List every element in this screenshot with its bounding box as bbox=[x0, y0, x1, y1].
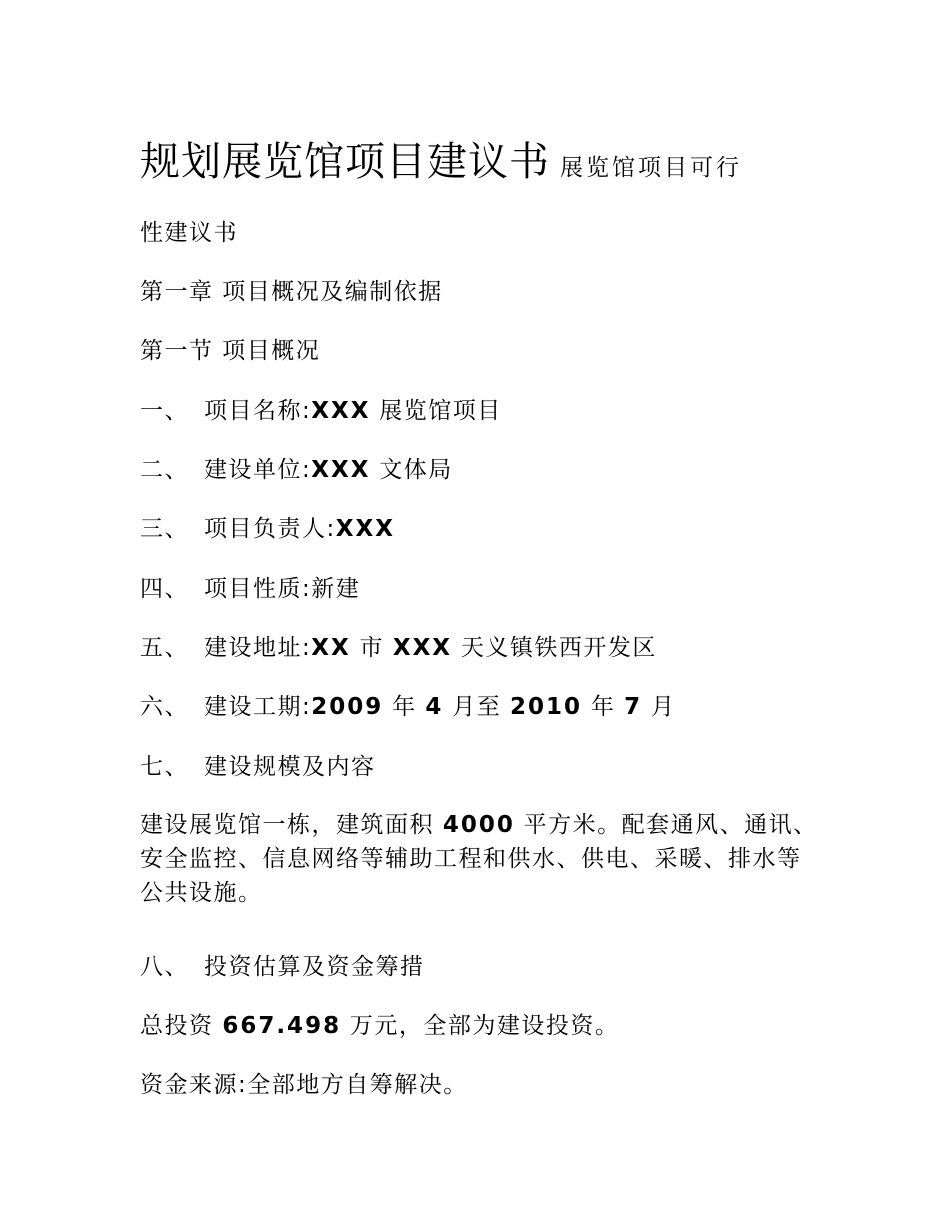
item-period bbox=[140, 692, 676, 722]
item-scale bbox=[140, 752, 376, 782]
item-label: 建设工期: bbox=[204, 694, 312, 720]
paragraph-bold-value: 667.498 bbox=[222, 1013, 342, 1039]
document-title bbox=[140, 130, 742, 187]
scale-paragraph bbox=[140, 808, 820, 910]
item-label: 项目名称: bbox=[204, 398, 312, 424]
item-rest: 新建 bbox=[311, 576, 361, 602]
item-investment bbox=[140, 952, 425, 982]
item-bold-value: XXX bbox=[311, 457, 371, 483]
item-number: 二、 bbox=[140, 457, 189, 483]
item-label: 投资估算及资金筹措 bbox=[204, 954, 425, 980]
item-number: 五、 bbox=[140, 635, 189, 661]
funding-line: 资金来源:全部地方自筹解决。 bbox=[140, 1072, 468, 1098]
item-bold-value: XXX bbox=[335, 516, 395, 542]
item-rest: 文体局 bbox=[379, 457, 453, 483]
item-number: 八、 bbox=[140, 954, 189, 980]
item-rest: 展览馆项目 bbox=[379, 398, 502, 424]
item-text: 年 bbox=[590, 694, 616, 720]
item-bold-value: 2009 bbox=[311, 694, 384, 720]
chapter-heading: 第一章 项目概况及编制依据 bbox=[140, 279, 443, 305]
section-heading: 第一节 项目概况 bbox=[140, 338, 321, 364]
item-number: 七、 bbox=[140, 754, 189, 780]
item-address bbox=[140, 633, 657, 663]
item-number: 四、 bbox=[140, 576, 189, 602]
item-number: 三、 bbox=[140, 516, 189, 542]
title-main: 规划展览馆项目建议书 bbox=[140, 139, 550, 185]
paragraph-text: 万元，全部为建设投资。 bbox=[349, 1013, 620, 1039]
item-rest: 天义镇铁西开发区 bbox=[460, 635, 657, 661]
item-label: 建设地址: bbox=[204, 635, 312, 661]
paragraph-text: 总投资 bbox=[140, 1013, 214, 1039]
item-bold-value: 2010 bbox=[510, 694, 583, 720]
item-label: 建设单位: bbox=[204, 457, 312, 483]
paragraph-text: 建设展览馆一栋，建筑面积 bbox=[140, 812, 434, 838]
item-bold-value: 4 bbox=[425, 694, 444, 720]
item-text: 市 bbox=[359, 635, 385, 661]
item-bold-value: XXX bbox=[392, 635, 453, 661]
item-label: 项目负责人: bbox=[204, 516, 336, 542]
item-label: 项目性质: bbox=[204, 576, 312, 602]
paragraph-text: 平方米。配套通风、通讯、安全监控、信息网络等辅助工程和供水、供电、采暖、排水等公共设施。 bbox=[140, 812, 818, 906]
item-nature bbox=[140, 574, 360, 604]
investment-line bbox=[140, 1011, 619, 1041]
item-text: 年 bbox=[392, 694, 417, 720]
item-builder bbox=[140, 455, 453, 485]
title-continuation: 性建议书 bbox=[140, 220, 238, 246]
item-project-name bbox=[140, 396, 502, 426]
item-number: 一、 bbox=[140, 398, 189, 424]
title-tail: 展览馆项目可行 bbox=[560, 155, 742, 181]
paragraph-bold-value: 4000 bbox=[442, 812, 515, 838]
item-text: 月至 bbox=[452, 694, 502, 720]
item-rest: 月 bbox=[651, 694, 676, 720]
item-bold-value: XXX bbox=[311, 398, 371, 424]
item-leader bbox=[140, 514, 395, 544]
item-label: 建设规模及内容 bbox=[204, 754, 376, 780]
item-bold-value: XX bbox=[311, 635, 351, 661]
item-bold-value: 7 bbox=[624, 694, 643, 720]
item-number: 六、 bbox=[140, 694, 189, 720]
